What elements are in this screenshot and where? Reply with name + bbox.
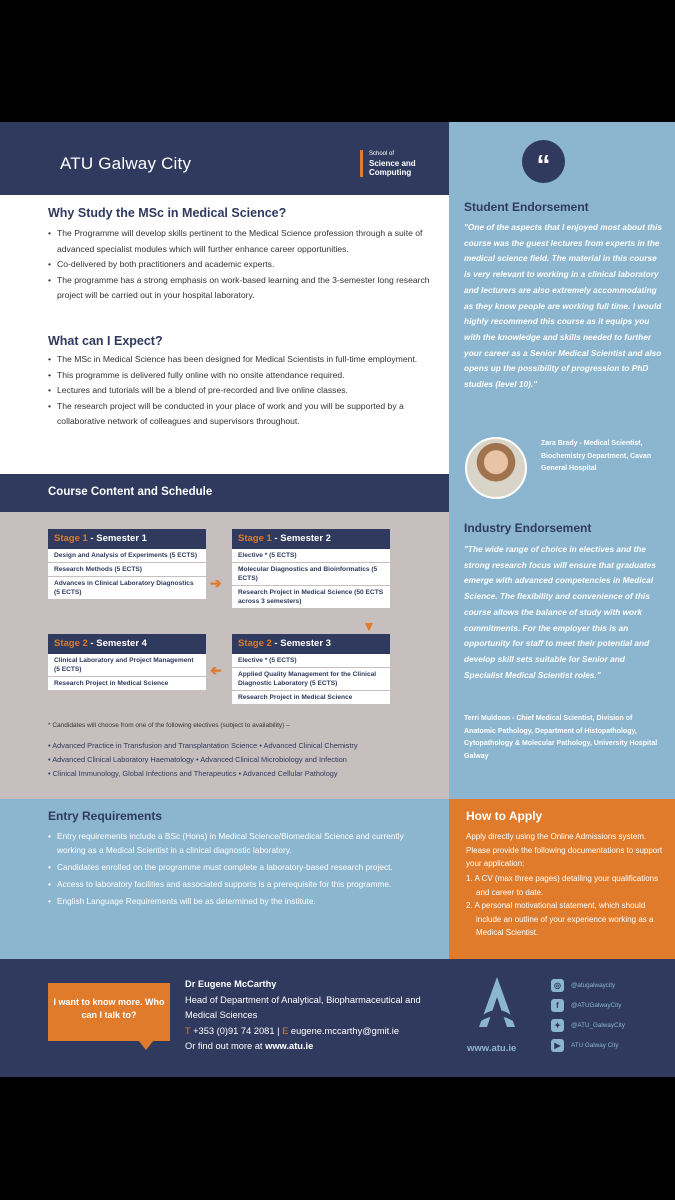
student-quote: "One of the aspects that I enjoyed most about this course was the guest lectures from experts in the medical science field. The material in this course is very relevant to working in a clinical laboratory and lecturers are also extremely accommodating as they know people are working full time. I would highly recommend this course as it equips you with the knowledge and skills needed to further your career as a Senior Medical Scientist and also opens up the possibility of progression to PhD studies (level 10)." — [464, 222, 663, 390]
website-link[interactable]: www.atu.ie — [265, 1041, 314, 1051]
list-item: • Advanced Clinical Laboratory Haematology • Advanced Clinical Microbiology and Infection — [48, 753, 428, 767]
web-link[interactable]: www.atu.ie — [467, 1043, 517, 1054]
list-item: • The research project will be conducted in your place of work and you will be supported by a collaborative network of colleagues and supervisors throughout. — [48, 399, 433, 430]
expect-list — [48, 352, 433, 430]
expect-title: What can I Expect? — [48, 334, 163, 348]
list-item: • Co-delivered by both practitioners and academic experts. — [48, 257, 433, 273]
more-line: Or find out more at www.atu.ie — [185, 1041, 314, 1051]
arrow-right-icon: ➔ — [210, 575, 222, 591]
semester-2-box: Stage 1 - Semester 2 Elective * (5 ECTS) Molecular Diagnostics and Bioinformatics (5 ECTS) Research Project in Medical Science (50 ECTS across 3 semesters) — [232, 529, 390, 609]
twitter-item[interactable]: ✦ @ATU_GalwayCity — [551, 1015, 625, 1035]
instagram-icon: ◎ — [551, 979, 564, 992]
semester-4-box: Stage 2 - Semester 4 Clinical Laboratory and Project Management (5 ECTS) Research Project in Medical Science — [48, 634, 206, 691]
entry-list — [48, 829, 418, 911]
list-item: • Lectures and tutorials will be a blend of pre-recorded and live online classes. — [48, 383, 433, 399]
contact-line: T +353 (0)91 74 2081 | E eugene.mccarthy@gmit.ie — [185, 1025, 400, 1036]
candidates-note: * Candidates will choose from one of the following electives (subject to availability) – — [48, 722, 290, 729]
semester-1-box: Stage 1 - Semester 1 Design and Analysis of Experiments (5 ECTS) Research Methods (5 ECTS) Advances in Clinical Laboratory Diagnostics (5 ECTS) — [48, 529, 206, 600]
header-bar — [0, 122, 449, 195]
list-item: • Clinical Immunology, Global Infections and Therapeutics • Advanced Cellular Pathology — [48, 767, 428, 781]
industry-title: Industry Endorsement — [464, 521, 592, 535]
endorsements-panel — [449, 122, 675, 799]
avatar — [465, 437, 527, 499]
why-title: Why Study the MSc in Medical Science? — [48, 206, 287, 220]
list-item: • English Language Requirements will be as determined by the institute. — [48, 894, 418, 908]
contact-footer — [0, 959, 449, 1077]
apply-text: Apply directly using the Online Admissions system. Please provide the following documentations to support your application: — [466, 832, 663, 868]
list-item: 1. A CV (max three pages) detailing your qualifications and career to date. — [466, 874, 659, 897]
list-item: • This programme is delivered fully online with no onsite attendance required. — [48, 368, 433, 384]
brochure-page — [0, 122, 675, 1077]
list-item: • The programme has a strong emphasis on work-based learning and the 3-semester long research project will be carried out in your hospital laboratory. — [48, 273, 433, 304]
quote-icon: “ — [522, 140, 565, 183]
why-list — [48, 226, 433, 304]
industry-attribution: Terri Muldoon - Chief Medical Scientist, Division of Anatomic Pathology, Department of Histopathology, Cytopathology & Molecular Pathology, University Hospital Galway — [464, 715, 658, 760]
arrow-down-icon: ▼ — [362, 618, 376, 634]
entry-title: Entry Requirements — [48, 809, 163, 823]
apply-title: How to Apply — [466, 809, 543, 823]
list-item: • The MSc in Medical Science has been designed for Medical Scientists in full-time employment. — [48, 352, 433, 368]
callout-bubble: I want to know more. Who can I talk to? — [48, 983, 170, 1041]
schedule-title: Course Content and Schedule — [48, 486, 213, 498]
brand-title: ATU Galway City — [60, 154, 192, 173]
industry-quote: "The wide range of choice in electives and the strong research focus will ensure that graduates emerge with advanced competencies in Medical Science. The flexibility and convenience of this course allows the balance of study with work commitments. For the employer this is an opportunity for staff to meet their potential and develop skill sets suitable for Senior and Specialist Medical Scientist roles." — [464, 544, 656, 680]
social-footer — [449, 959, 675, 1077]
contact-name: Dr Eugene McCarthy — [185, 979, 277, 989]
semester-3-box: Stage 2 - Semester 3 Elective * (5 ECTS) Applied Quality Management for the Clinical Diagnostic Laboratory (5 ECTS) Research Project in Medical Science — [232, 634, 390, 705]
apply-list — [466, 872, 666, 940]
youtube-item[interactable]: ▶ ATU Galway City — [551, 1035, 625, 1055]
email-link[interactable]: eugene.mccarthy@gmit.ie — [288, 1025, 400, 1036]
social-list — [551, 975, 625, 1055]
facebook-item[interactable]: f @ATUGalwayCity — [551, 995, 625, 1015]
schedule-band — [0, 474, 449, 512]
contact-role: Head of Department of Analytical, Biopharmaceutical and Medical Sciences — [185, 994, 421, 1020]
list-item: • Access to laboratory facilities and associated supports is a prerequisite for this programme. — [48, 877, 418, 891]
student-title: Student Endorsement — [464, 200, 589, 214]
arrow-left-icon: ➔ — [210, 662, 222, 678]
facebook-icon: f — [551, 999, 564, 1012]
list-item: 2. A personal motivational statement, which should include an outline of your experience working as a Medical Scientist. — [466, 901, 654, 937]
phone-link[interactable]: +353 (0)91 74 2081 | — [190, 1025, 283, 1036]
list-item: • Entry requirements include a BSc (Hons) in Medical Science/Biomedical Science and currently working as a Medical Scientist in a clinical diagnostic laboratory. — [48, 829, 418, 857]
youtube-icon: ▶ — [551, 1039, 564, 1052]
list-item: • Candidates enrolled on the programme must complete a laboratory-based research project. — [48, 860, 418, 874]
list-item: • The Programme will develop skills pertinent to the Medical Science profession through a suite of advanced specialist modules which will further enhance career opportunities. — [48, 226, 433, 257]
twitter-icon: ✦ — [551, 1019, 564, 1032]
atu-logo-icon — [477, 975, 517, 1035]
entry-requirements — [0, 799, 449, 959]
contact-details — [185, 977, 435, 1055]
how-to-apply — [449, 799, 675, 959]
electives-list — [48, 739, 428, 781]
instagram-item[interactable]: ◎ @atugalwaycity — [551, 975, 625, 995]
school-logo: School of Science and Computing — [360, 150, 416, 177]
list-item: • Advanced Practice in Transfusion and Transplantation Science • Advanced Clinical Chemistry — [48, 739, 428, 753]
student-attribution: Zara Brady - Medical Scientist, Biochemistry Department, Cavan General Hospital — [541, 440, 652, 472]
